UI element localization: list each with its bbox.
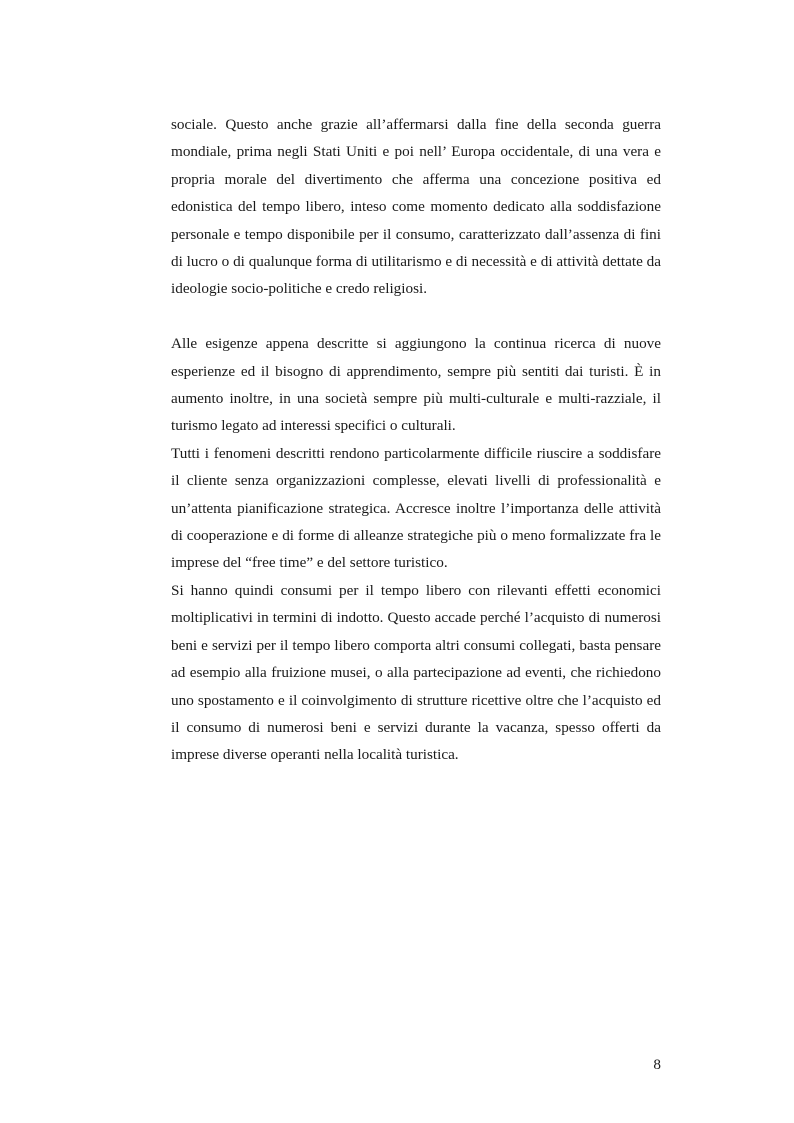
paragraph-1: sociale. Questo anche grazie all’affermarsi dalla fine della seconda guerra mondiale, prima negli Stati Uniti e poi nell’ Europa occidentale, di una vera e propria morale del divertimento che afferma una concezione positiva ed edonistica del tempo libero, inteso come momento dedicato alla soddisfazione personale e tempo disponibile per il consumo, caratterizzato dall’assenza di fini di lucro o di qualunque forma di utilitarismo e di necessità e di attività dettate da ideologie socio-politiche e credo religiosi. <box>171 116 661 298</box>
paragraph-2: Alle esigenze appena descritte si aggiungono la continua ricerca di nuove esperienze ed il bisogno di apprendimento, sempre più sentiti dai turisti. È in aumento inoltre, in una società sempre più multi-culturale e multi-razziale, il turismo legato ad interessi specifici o culturali. <box>171 335 661 435</box>
paragraph-4: Si hanno quindi consumi per il tempo libero con rilevanti effetti economici moltiplicativi in termini di indotto. Questo accade perché l’acquisto di numerosi beni e servizi per il tempo libero comporta altri consumi collegati, basta pensare ad esempio alla fruizione musei, o alla partecipazione ad eventi, che richiedono uno spostamento e il coinvolgimento di strutture ricettive oltre che l’acquisto ed il consumo di numerosi beni e servizi durante la vacanza, spesso offerti da imprese diverse operanti nella località turistica. <box>171 581 661 764</box>
body-text <box>171 111 661 769</box>
page-number: 8 <box>653 1056 661 1073</box>
paragraph-3: Tutti i fenomeni descritti rendono particolarmente difficile riuscire a soddisfare il cliente senza organizzazioni complesse, elevati livelli di professionalità e un’attenta pianificazione strategica. Accresce inoltre l’importanza delle attività di cooperazione e di forme di alleanze strategiche più o meno formalizzate fra le imprese del “free time” e del settore turistico. <box>171 444 661 572</box>
